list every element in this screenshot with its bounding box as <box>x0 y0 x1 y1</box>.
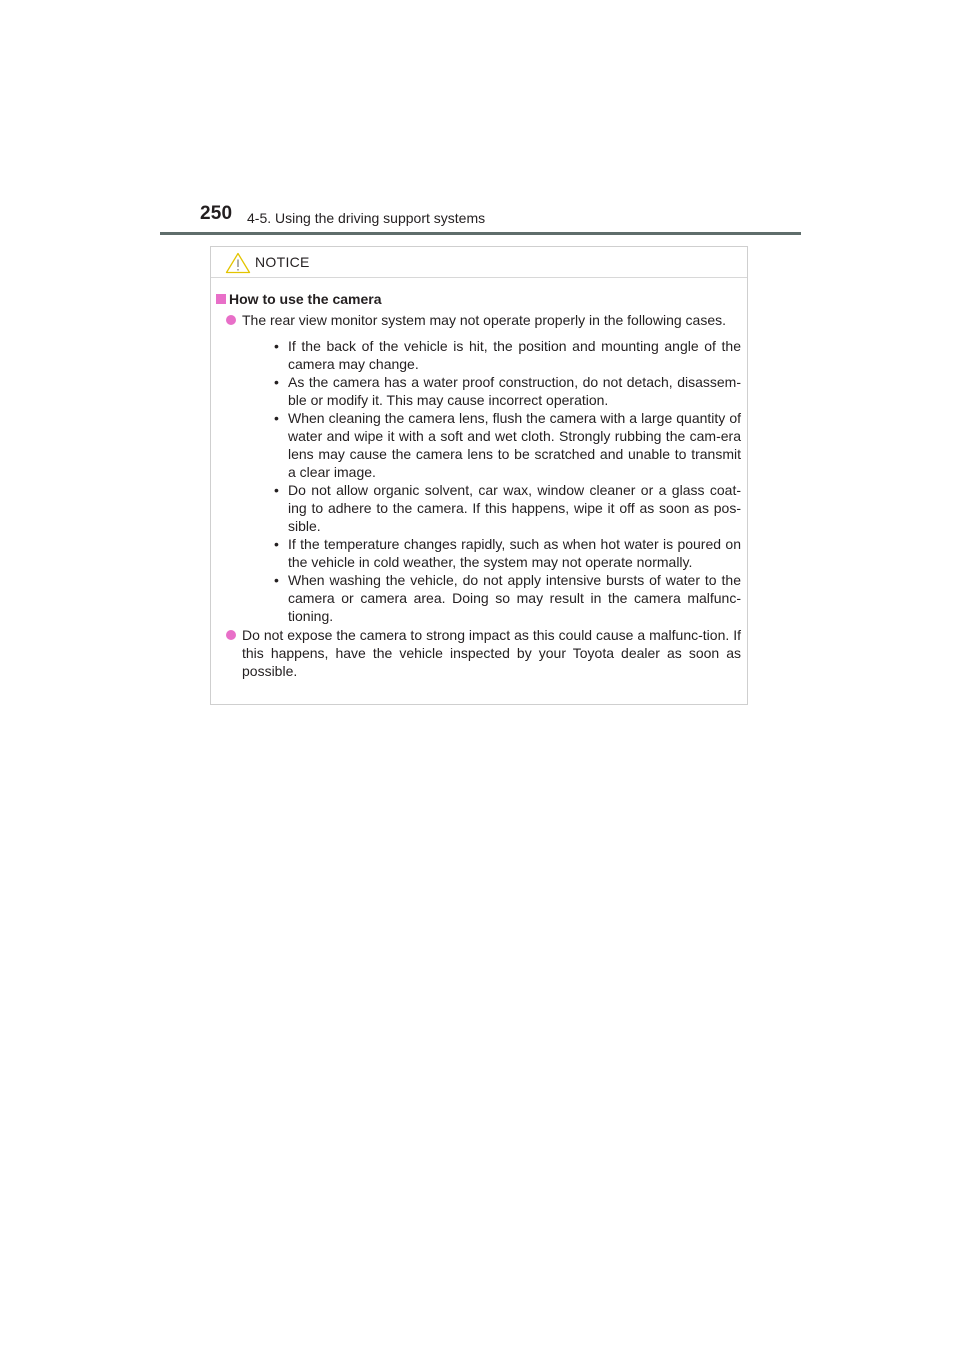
list-item-text: Do not expose the camera to strong impact as this could cause a malfunc-tion. If this happens, have the vehicle inspected by your Toyota dealer as soon as possible. <box>242 627 741 679</box>
sub-list-item-text: If the temperature changes rapidly, such as when hot water is poured on the vehicle in cold weather, the system may not operate normally. <box>288 536 741 570</box>
sub-list-item-text: When cleaning the camera lens, flush the camera with a large quantity of water and wipe it with a soft and wet cloth. Strongly rubbing the cam-era lens may cause the camera lens to be scratched and unable to transmit a clear image. <box>288 410 741 480</box>
dot-bullet-icon: • <box>274 482 279 498</box>
circle-bullet-icon <box>226 315 236 325</box>
sub-list-item-text: As the camera has a water proof construction, do not detach, disassem-ble or modify it. This may cause incorrect operation. <box>288 374 741 408</box>
dot-bullet-icon: • <box>274 374 279 390</box>
square-bullet-icon <box>216 294 226 304</box>
dot-bullet-icon: • <box>274 536 279 552</box>
notice-label: NOTICE <box>255 254 310 270</box>
sub-list-item <box>242 535 741 571</box>
notice-heading-text: How to use the camera <box>229 291 382 307</box>
dot-bullet-icon: • <box>274 410 279 426</box>
notice-box <box>210 246 748 705</box>
dot-bullet-icon: • <box>274 338 279 354</box>
section-title: 4-5. Using the driving support systems <box>247 210 486 226</box>
page-number: 250 <box>200 203 233 224</box>
sub-list-item-text: When washing the vehicle, do not apply intensive bursts of water to the camera or camera area. Doing so may result in the camera malfunc-tioning. <box>288 572 741 624</box>
sub-list-item <box>242 373 741 409</box>
header-rule <box>160 232 801 235</box>
sub-list-item <box>242 571 741 625</box>
sub-list-item <box>242 481 741 535</box>
sub-list-item-text: Do not allow organic solvent, car wax, window cleaner or a glass coat-ing to adhere to the camera. If this happens, wipe it off as soon as pos-sible. <box>288 482 741 534</box>
list-item <box>211 626 741 680</box>
notice-heading <box>211 290 741 308</box>
warning-triangle-icon <box>225 252 251 274</box>
sub-list-item <box>242 409 741 481</box>
sub-list <box>242 337 741 625</box>
list-item <box>211 311 741 625</box>
notice-header <box>211 247 747 278</box>
sub-list-item-text: If the back of the vehicle is hit, the position and mounting angle of the camera may change. <box>288 338 741 372</box>
sub-list-item <box>242 337 741 373</box>
dot-bullet-icon: • <box>274 572 279 588</box>
notice-body <box>211 278 747 680</box>
circle-bullet-icon <box>226 630 236 640</box>
list-item-text: The rear view monitor system may not operate properly in the following cases. <box>242 312 726 328</box>
